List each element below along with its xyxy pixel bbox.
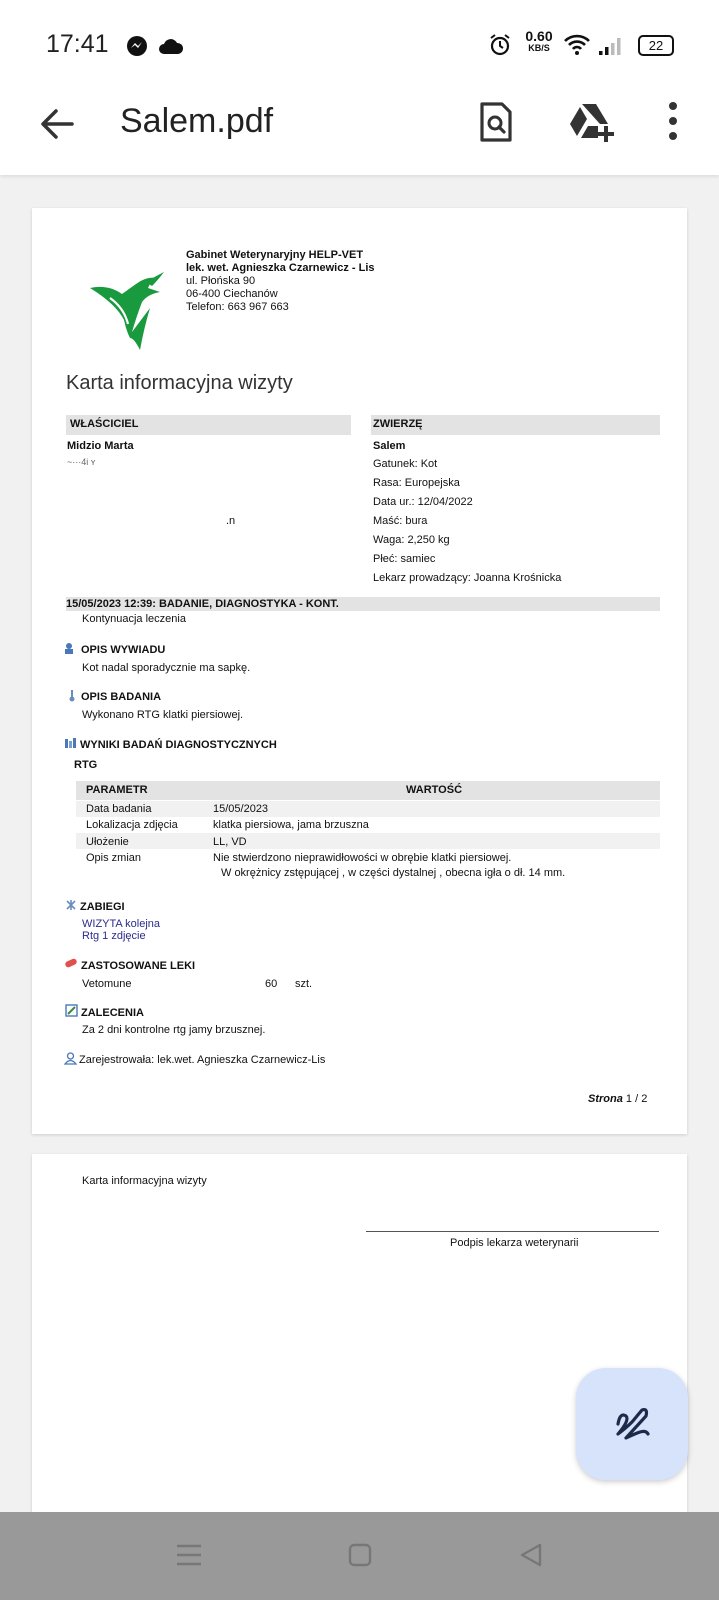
owner-line-2: ~···4i ʏ	[67, 457, 96, 467]
animal-doctor: Lekarz prowadzący: Joanna Krośnicka	[373, 572, 562, 584]
interview-text: Kot nadal sporadycznie ma sapkę.	[82, 662, 251, 674]
table-header-parameter: PARAMETR	[86, 784, 148, 796]
table-cell: 15/05/2023	[213, 803, 269, 815]
recommendations-icon	[65, 1004, 78, 1017]
network-speed: 0.60 KB/S	[525, 28, 553, 53]
procedure-item: WIZYTA kolejna	[82, 918, 161, 930]
file-title: Salem.pdf	[120, 102, 274, 140]
battery-icon: 22	[638, 35, 674, 56]
owner-line-3: .n	[226, 515, 236, 527]
cloud-icon	[158, 37, 184, 55]
table-cell: Ułożenie	[86, 836, 129, 848]
results-table-header	[76, 781, 660, 800]
animal-sex: Płeć: samiec	[373, 553, 436, 565]
visit-note: Kontynuacja leczenia	[82, 613, 186, 625]
home-icon[interactable]	[348, 1543, 372, 1567]
drug-unit: szt.	[295, 978, 313, 990]
procedure-item: Rtg 1 zdjęcie	[82, 930, 146, 942]
exam-text: Wykonano RTG klatki piersiowej.	[82, 709, 244, 721]
clinic-phone: Telefon: 663 967 663	[186, 301, 289, 313]
wifi-icon	[563, 32, 591, 56]
table-cell: Data badania	[86, 803, 152, 815]
system-nav-bar	[0, 1512, 719, 1600]
registered-by: Zarejestrowała: lek.wet. Agnieszka Czarnewicz-Lis	[79, 1054, 326, 1066]
find-in-page-icon[interactable]	[478, 101, 514, 143]
clinic-name: Gabinet Weterynaryjny HELP-VET	[186, 249, 364, 261]
animal-name: Salem	[373, 440, 406, 452]
drugs-icon	[64, 958, 78, 968]
animal-coat: Maść: bura	[373, 515, 428, 527]
table-cell: Nie stwierdzono nieprawidłowości w obrębie klatki piersiowej.	[213, 852, 512, 864]
clinic-logo	[88, 268, 174, 352]
draw-icon	[612, 1404, 652, 1444]
exam-icon	[68, 689, 76, 702]
interview-title: OPIS WYWIADU	[81, 644, 166, 656]
table-cell: Lokalizacja zdjęcia	[86, 819, 178, 831]
results-subtitle: RTG	[74, 759, 98, 771]
document-title: Karta informacyjna wizyty	[66, 372, 293, 394]
signature-line	[366, 1231, 659, 1232]
interview-icon	[64, 642, 76, 655]
annotate-button[interactable]	[576, 1368, 688, 1480]
alarm-icon	[488, 33, 512, 57]
table-row-stripe-2	[76, 833, 660, 849]
results-icon	[64, 737, 77, 749]
visit-header: 15/05/2023 12:39: BADANIE, DIAGNOSTYKA - KONT.	[66, 598, 339, 610]
menu-icon[interactable]	[175, 1542, 203, 1568]
animal-species: Gatunek: Kot	[373, 458, 438, 470]
add-to-drive-icon[interactable]	[568, 102, 616, 142]
page-number	[588, 1093, 647, 1105]
signal-icon	[598, 36, 622, 56]
drug-name: Vetomune	[82, 978, 132, 990]
pdf-page-2	[32, 1154, 687, 1554]
table-cell-continued: W okrężnicy zstępującej , w części dystalnej , obecna igła o dł. 14 mm.	[221, 867, 566, 879]
table-cell: LL, VD	[213, 836, 247, 848]
table-cell: Opis zmian	[86, 852, 142, 864]
table-cell: klatka piersiowa, jama brzuszna	[213, 819, 369, 831]
procedures-icon	[65, 899, 77, 911]
page-label: Strona	[588, 1093, 623, 1105]
animal-breed: Rasa: Europejska	[373, 477, 460, 489]
results-title: WYNIKI BADAŃ DIAGNOSTYCZNYCH	[80, 739, 277, 751]
page2-title: Karta informacyjna wizyty	[82, 1175, 207, 1187]
back-arrow-icon[interactable]	[38, 105, 76, 143]
animal-dob: Data ur.: 12/04/2022	[373, 496, 473, 508]
owner-name: Midzio Marta	[67, 440, 134, 452]
messenger-icon	[126, 35, 148, 57]
app-bar	[0, 80, 719, 175]
clinic-street: ul. Płońska 90	[186, 275, 256, 287]
drugs-title: ZASTOSOWANE LEKI	[81, 960, 196, 972]
recommendations-text: Za 2 dni kontrolne rtg jamy brzusznej.	[82, 1024, 266, 1036]
signature-label: Podpis lekarza weterynarii	[450, 1237, 579, 1249]
animal-weight: Waga: 2,250 kg	[373, 534, 450, 546]
animal-header: ZWIERZĘ	[373, 418, 423, 430]
back-icon[interactable]	[518, 1542, 544, 1568]
status-bar	[0, 0, 719, 80]
owner-header: WŁAŚCICIEL	[70, 418, 139, 430]
clinic-city: 06-400 Ciechanów	[186, 288, 278, 300]
page-count: 1 / 2	[625, 1093, 648, 1105]
table-header-value: WARTOŚĆ	[406, 784, 463, 796]
recommendations-title: ZALECENIA	[81, 1007, 144, 1019]
clinic-vet: lek. wet. Agnieszka Czarnewicz - Lis	[186, 262, 375, 274]
status-time: 17:41	[46, 30, 109, 58]
user-icon	[64, 1052, 77, 1065]
table-row-stripe-1	[76, 801, 660, 817]
procedures-title: ZABIEGI	[80, 901, 125, 913]
exam-title: OPIS BADANIA	[81, 691, 162, 703]
drug-quantity: 60	[265, 978, 278, 990]
more-options-icon[interactable]	[666, 100, 680, 142]
